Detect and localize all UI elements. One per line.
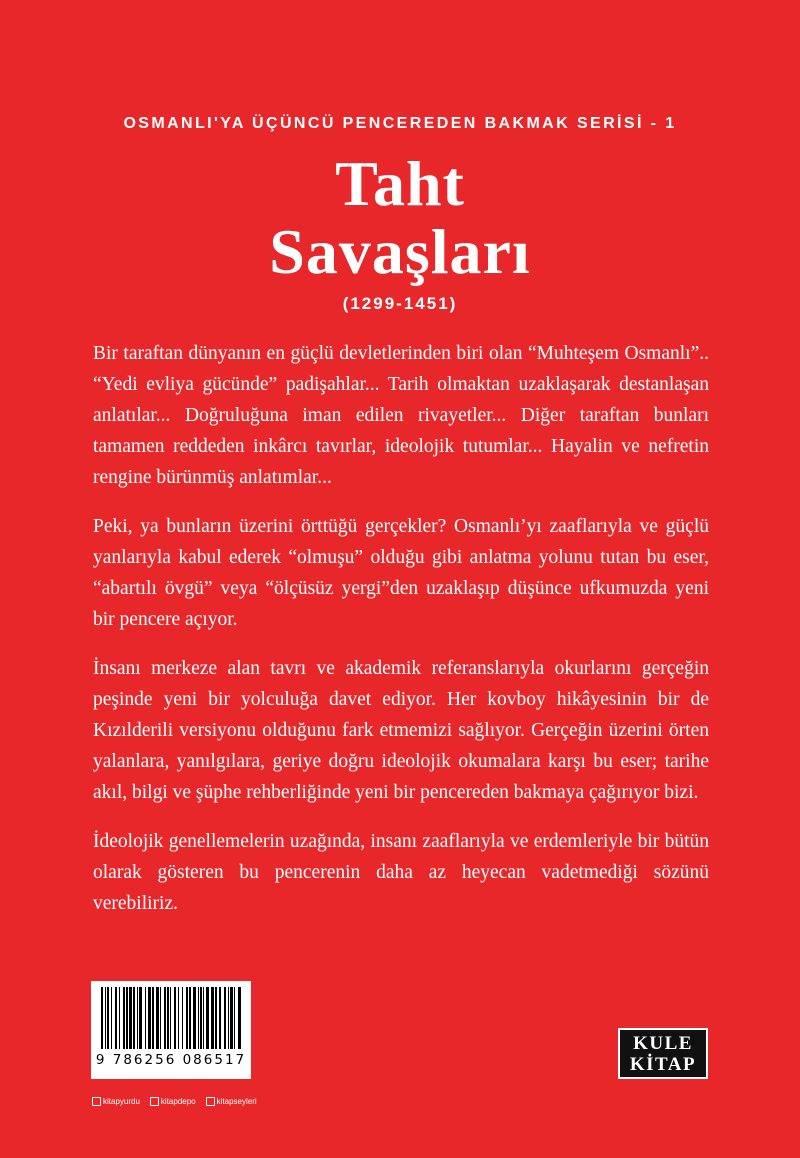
barcode-bar (224, 987, 226, 1049)
store-logo-3: kitapseyleri (206, 1097, 257, 1106)
barcode-bar (126, 987, 128, 1049)
book-title-line-2: Savaşları (269, 216, 531, 287)
barcode-bar (160, 987, 161, 1049)
barcode-bar (182, 987, 183, 1049)
barcode-bar (164, 987, 166, 1049)
book-title (0, 150, 800, 286)
barcode-bar (101, 987, 103, 1049)
barcode-bar (152, 987, 154, 1049)
store-logo-2: kitapdepo (150, 1097, 196, 1106)
barcode-bar (193, 987, 196, 1049)
store-icon (150, 1097, 159, 1106)
barcode-bar (167, 987, 169, 1049)
barcode-bar (137, 987, 138, 1049)
paragraph-3: İnsanı merkeze alan tavrı ve akademik referanslarıyla okurlarını gerçeğin peşinde yeni bir yolculuğa davet ediyor. Her kovboy hikâyesinin bir de Kızılderili versiyonu olduğunu fark etmemizi sağlıyor. Gerçeğin üzerini örten yalanlara, yanılgılara, geriye doğru ideolojik okumalara karşı bu eser; tarihe akıl, bilgi ve şüphe rehberliğinde yeni bir pencereden bakmaya çağırıyor bizi. (93, 658, 709, 803)
barcode-bar (234, 987, 235, 1049)
store-logo-1: kitapyurdu (92, 1097, 140, 1106)
barcode-bar (129, 987, 132, 1049)
barcode-bar (189, 987, 191, 1049)
paragraph-2: Peki, ya bunların üzerini örttüğü gerçekler? Osmanlı’yı zaaflarıyla ve güçlü yanlarıyla kabul ederek “olmuşu” olduğu gibi anlatma yolunu tutan bu eser, “abartılı övgü” veya “ölçüsüz yergi”den uzaklaşıp düşünce ufkumuzda yeni bir pencere açıyor. (93, 516, 709, 630)
barcode-bar (198, 987, 199, 1049)
paragraph-1: Bir taraftan dünyanın en güçlü devletlerinden biri olan “Muhteşem Osmanlı”.. “Yedi evliya gücünde” padişahlar... Tarih olmaktan uzaklaşarak destanlaşan anlatılar... Doğruluğuna iman edilen rivayetler... Diğer taraftan bunları tamamen reddeden inkârcı tavırlar, ideolojik tutumlar... Hayalin ve nefretin rengine bürünmüş anlatımlar... (93, 343, 709, 488)
barcode-bar (228, 987, 229, 1049)
barcode-bar (111, 987, 112, 1049)
store-icon (206, 1097, 215, 1106)
book-title-line-1: Taht (335, 148, 465, 219)
barcode-bar (123, 987, 125, 1049)
barcode-bar (206, 987, 209, 1049)
barcode-bar (219, 987, 221, 1049)
barcode-bar (203, 987, 204, 1049)
barcode-bar (115, 987, 117, 1049)
barcode-bar (156, 987, 159, 1049)
publisher-logo-line-1: KULE (633, 1032, 693, 1054)
store-logos (92, 1097, 262, 1106)
barcode-bar (211, 987, 214, 1049)
barcode-bar (119, 987, 120, 1049)
barcode-bars (91, 981, 251, 1053)
barcode-bar (174, 987, 176, 1049)
barcode-bar (215, 987, 217, 1049)
barcode-bar (170, 987, 171, 1049)
barcode-bar (238, 987, 241, 1049)
barcode-bar (133, 987, 135, 1049)
barcode-bar (105, 987, 106, 1049)
isbn-number: 9 786256 086517 (95, 1052, 247, 1068)
back-cover-text (93, 338, 709, 937)
barcode-bar (200, 987, 202, 1049)
publisher-logo (618, 1028, 708, 1079)
barcode-bar (107, 987, 109, 1049)
barcode-bar (139, 987, 142, 1049)
series-title: OSMANLI'YA ÜÇÜNCÜ PENCEREDEN BAKMAK SERİSİ - 1 (123, 115, 677, 132)
store-icon (92, 1097, 101, 1106)
date-range: (1299-1451) (342, 294, 458, 313)
barcode-bar (186, 987, 188, 1049)
barcode-bar (148, 987, 151, 1049)
barcode-bar (230, 987, 233, 1049)
publisher-logo-line-2: KİTAP (629, 1053, 697, 1075)
paragraph-4: İdeolojik genellemelerin uzağında, insanı zaaflarıyla ve erdemleriyle bir bütün olarak gösteren bu pencerenin daha az heyecan vadetmediği sözünü verebiliriz. (93, 831, 709, 914)
barcode-bar (145, 987, 146, 1049)
barcode-bar (178, 987, 179, 1049)
